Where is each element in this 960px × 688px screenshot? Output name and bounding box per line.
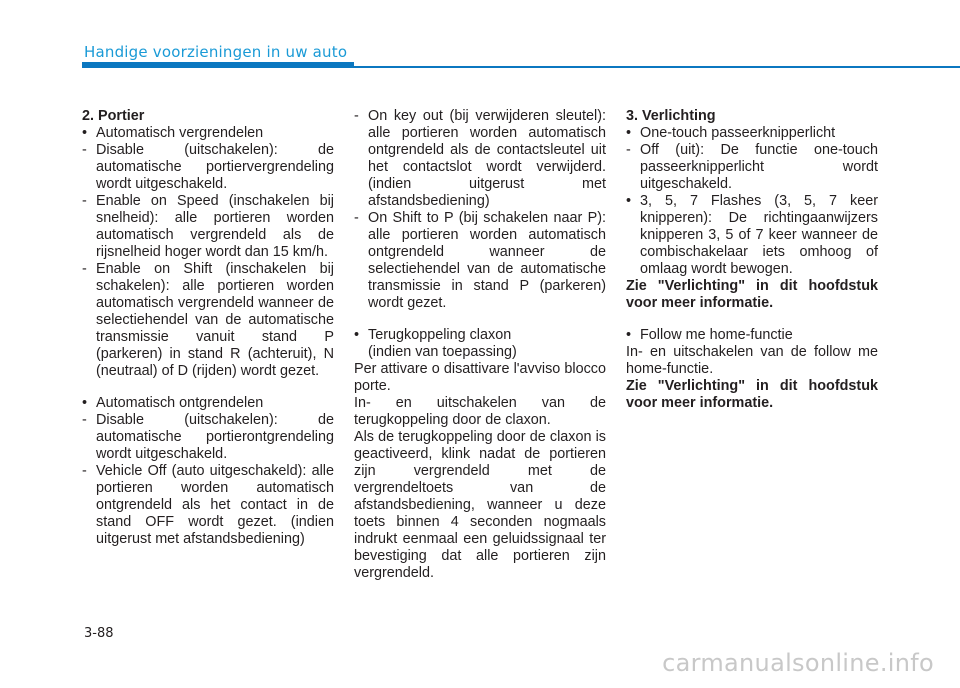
spacer	[626, 312, 878, 327]
bullet-icon: •	[82, 125, 88, 141]
dash-text: Vehicle Off (auto uitgeschakeld): alle portieren worden automatisch ontgrendeld als het contact in de stand OFF wordt gezet. (indien uitgerust met afstandsbediening)	[96, 463, 334, 547]
dash-icon: -	[82, 261, 87, 277]
bullet-icon: •	[82, 395, 88, 411]
dash-icon: -	[82, 142, 87, 158]
header-rule-line	[354, 66, 960, 68]
bullet-icon: •	[626, 193, 632, 209]
text-column-1	[82, 108, 334, 548]
dash-item	[626, 142, 878, 193]
cross-reference: Zie "Verlichting" in dit hoofdstuk voor meer informatie.	[626, 278, 878, 311]
paragraph: In- en uitschakelen van de terugkoppeling door de claxon.	[354, 395, 606, 428]
page-number: 3-88	[84, 626, 114, 641]
section-header-title: Handige voorzieningen in uw auto	[84, 43, 348, 61]
bullet-item	[354, 327, 606, 344]
bullet-text: Terugkoppeling claxon	[368, 327, 512, 343]
applicability-note: (indien van toepassing)	[368, 344, 517, 360]
dash-item	[82, 463, 334, 548]
dash-text: Off (uit): De functie one-touch passeerknipperlicht wordt uitgeschakeld.	[640, 142, 878, 192]
dash-icon: -	[354, 210, 359, 226]
paragraph: In- en uitschakelen van de follow me home-functie.	[626, 344, 878, 377]
paragraph: Als de terugkoppeling door de claxon is geactiveerd, klink nadat de portieren zijn vergrendeld met de vergrendeltoets van de afstandsbediening, wanneer u deze toets binnen 4 seconden nogmaals indrukt eenmaal een geluidssignaal ter bevestiging dat alle portieren zijn vergrendeld.	[354, 429, 606, 581]
dash-text: Disable (uitschakelen): de automatische portiervergrendeling wordt uitgeschakeld.	[96, 142, 334, 192]
dash-icon: -	[82, 412, 87, 428]
dash-icon: -	[82, 193, 87, 209]
bullet-text: Automatisch vergrendelen	[96, 125, 264, 141]
bullet-item	[82, 125, 334, 142]
text-column-3	[626, 108, 878, 412]
text-column-2	[354, 108, 606, 582]
dash-text: Disable (uitschakelen): de automatische portierontgrendeling wordt uitgeschakeld.	[96, 412, 334, 462]
watermark: carmanualsonline.info	[662, 649, 934, 677]
header-accent-bar	[82, 62, 354, 68]
dash-text: Enable on Shift (inschakelen bij schakelen): alle portieren worden automatisch vergrendeld wanneer de selectiehendel van de automatische transmissie vanuit stand P (parkeren) in stand R (achteruit), N (neutraal) of D (rijden) wordt gezet.	[96, 261, 334, 379]
dash-icon: -	[354, 108, 359, 124]
section-heading-verlichting: 3. Verlichting	[626, 108, 716, 124]
bullet-icon: •	[354, 327, 360, 343]
paragraph: Per attivare o disattivare l'avviso blocco porte.	[354, 361, 606, 394]
dash-item	[82, 142, 334, 193]
bullet-text: One-touch passeerknipperlicht	[640, 125, 836, 141]
dash-item	[354, 108, 606, 210]
section-heading-portier: 2. Portier	[82, 108, 145, 124]
dash-text: Enable on Speed (inschakelen bij snelheid): alle portieren worden automatisch vergrendeld als de rijsnelheid hoger wordt dan 15 km/h.	[96, 193, 334, 260]
dash-text: On key out (bij verwijderen sleutel): alle portieren worden automatisch ontgrendeld als de contactsleutel uit het contactslot wordt verwijderd. (indien uitgerust met afstandsbediening)	[368, 108, 606, 209]
dash-item	[82, 412, 334, 463]
dash-item	[82, 261, 334, 380]
bullet-item	[626, 193, 878, 278]
cross-reference: Zie "Verlichting" in dit hoofdstuk voor meer informatie.	[626, 378, 878, 411]
dash-icon: -	[626, 142, 631, 158]
bullet-icon: •	[626, 125, 632, 141]
bullet-item	[626, 327, 878, 344]
dash-item	[354, 210, 606, 312]
dash-icon: -	[82, 463, 87, 479]
dash-item	[82, 193, 334, 261]
bullet-text: Automatisch ontgrendelen	[96, 395, 264, 411]
spacer	[354, 312, 606, 327]
bullet-text: 3, 5, 7 Flashes (3, 5, 7 keer knipperen): De richtingaanwijzers knipperen 3, 5 of 7 keer wanneer de combischakelaar iets omhoog of omlaag wordt bewogen.	[640, 193, 878, 277]
bullet-item	[82, 395, 334, 412]
bullet-icon: •	[626, 327, 632, 343]
bullet-item	[626, 125, 878, 142]
spacer	[82, 380, 334, 395]
bullet-text: Follow me home-functie	[640, 327, 793, 343]
dash-text: On Shift to P (bij schakelen naar P): alle portieren worden automatisch ontgrendeld wanneer de selectiehendel van de automatische transmissie in stand P (parkeren) wordt gezet.	[368, 210, 606, 311]
